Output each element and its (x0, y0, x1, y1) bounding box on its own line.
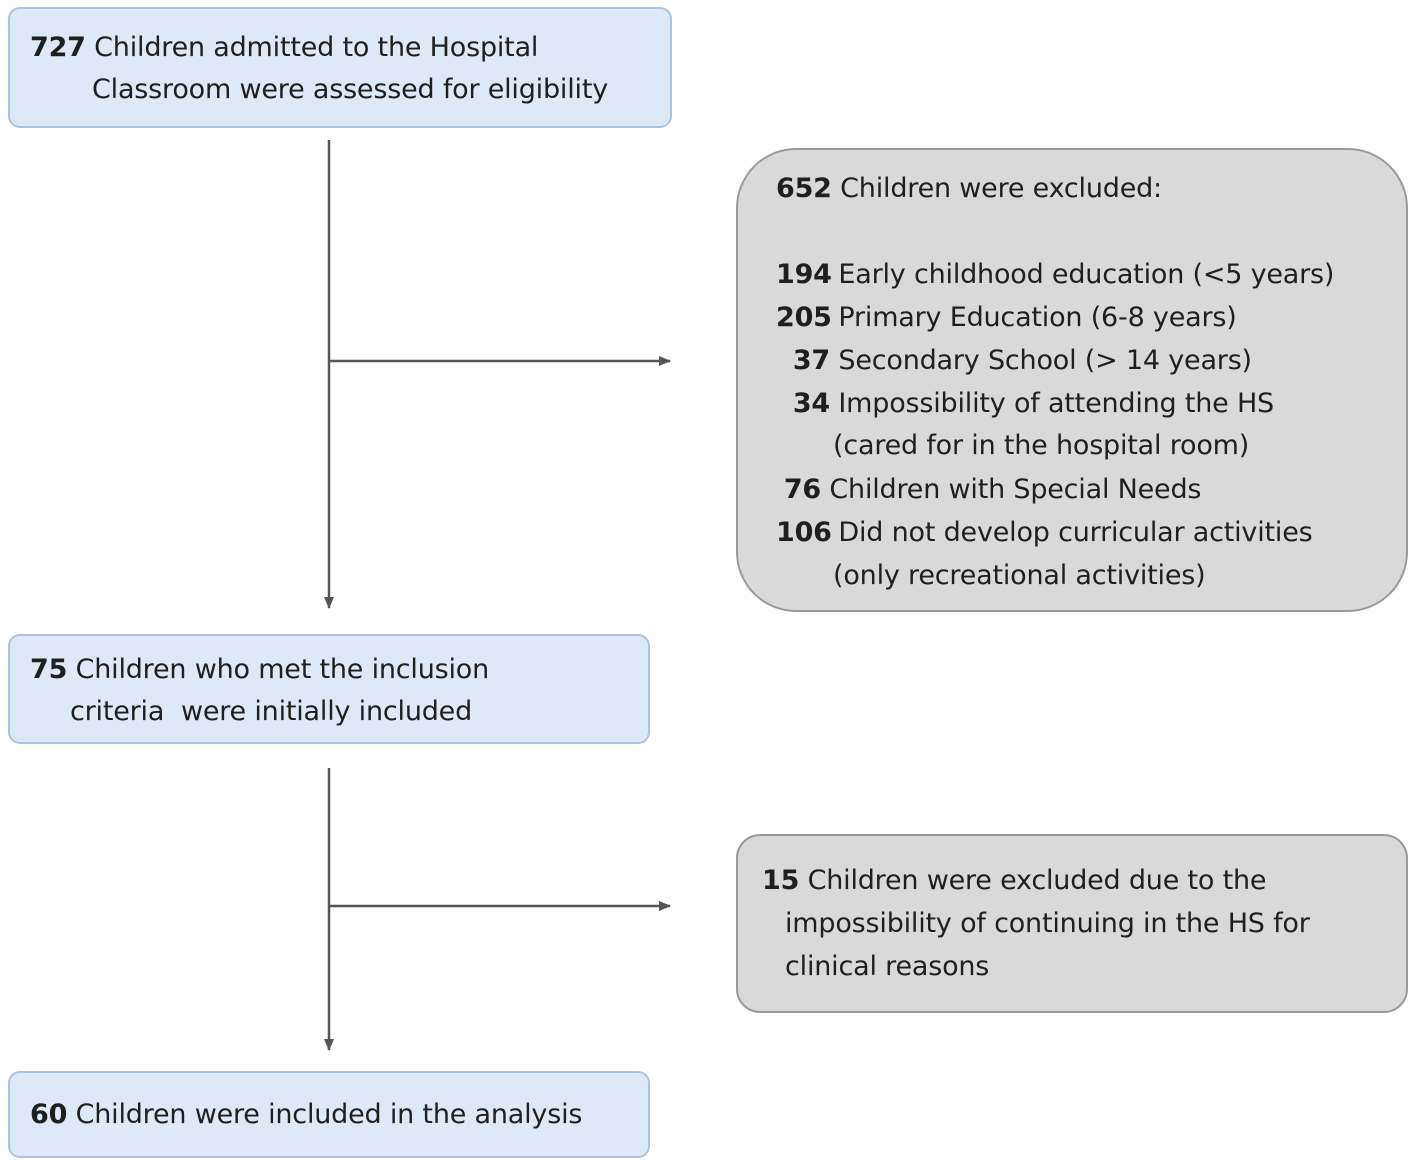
box-assessed-eligibility (8, 7, 672, 128)
box-excluded-15 (736, 834, 1408, 1013)
included-line-1: 75 Children who met the inclusion (30, 654, 490, 685)
exclusion-item: 37 Secondary School (> 14 years) (792, 345, 1252, 376)
analysis-line: 60 Children were included in the analysis (30, 1099, 583, 1130)
included-count: 75 (30, 654, 68, 685)
box-included-analysis (8, 1071, 650, 1158)
assessed-line-2: Classroom were assessed for eligibility (92, 74, 608, 105)
excluded-15-line-2: impossibility of continuing in the HS for (785, 908, 1310, 939)
box-initially-included (8, 634, 650, 744)
excluded-652-heading: 652 Children were excluded: (776, 173, 1162, 204)
excluded-15-line-3: clinical reasons (785, 951, 990, 982)
exclusion-item: 76 Children with Special Needs (783, 474, 1202, 505)
exclusion-item: 205 Primary Education (6-8 years) (776, 302, 1237, 333)
analysis-count: 60 (30, 1099, 68, 1130)
included-line-2: criteria were initially included (70, 696, 473, 727)
assessed-line-1: 727 Children admitted to the Hospital (30, 32, 539, 63)
assessed-count: 727 (30, 32, 86, 63)
exclusion-item: 194 Early childhood education (<5 years) (776, 259, 1335, 290)
excluded-15-count: 15 (762, 865, 800, 896)
exclusion-item-continuation: (cared for in the hospital room) (833, 430, 1250, 461)
box-excluded-652 (736, 148, 1408, 612)
excluded-15-line-1: 15 Children were excluded due to the (762, 865, 1267, 896)
exclusion-item: 34 Impossibility of attending the HS (792, 388, 1274, 419)
exclusion-item-continuation: (only recreational activities) (833, 560, 1206, 591)
excluded-652-count: 652 (776, 173, 832, 204)
exclusion-item: 106 Did not develop curricular activities (776, 517, 1313, 548)
